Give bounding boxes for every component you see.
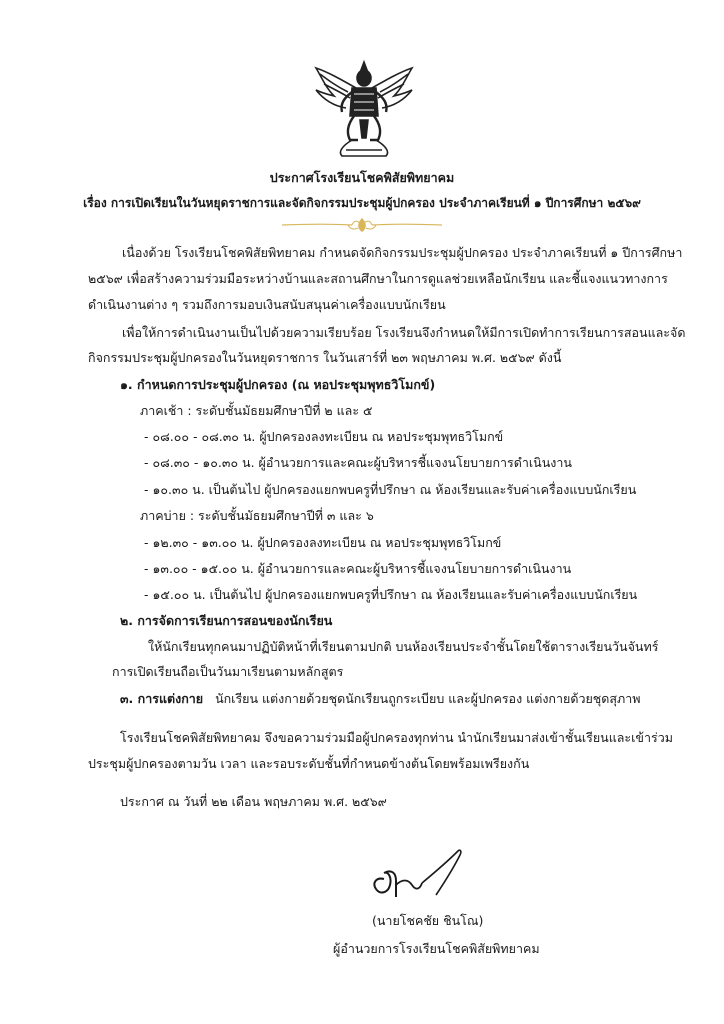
closing-line-1: โรงเรียนโชคพิสัยพิทยาคม จึงขอความร่วมมือผู้ปกครองทุกท่าน นำนักเรียนมาส่งเข้าชั้นเรียนและเข้าร่วม — [120, 730, 673, 745]
morning-item: - ๐๘.๐๐ - ๐๘.๓๐ น. ผู้ปกครองลงทะเบียน ณ หอประชุมพุทธวิโมกข์ — [144, 429, 504, 444]
section3-text: นักเรียน แต่งกายด้วยชุดนักเรียนถูกระเบียบ และผู้ปกครอง แต่งกายด้วยชุดสุภาพ — [215, 691, 641, 706]
closing-line-2: ประชุมผู้ปกครองตามวัน เวลา และรอบระดับชั้นที่กำหนดข้างต้นโดยพร้อมเพรียงกัน — [88, 756, 530, 771]
announcement-subject: เรื่อง การเปิดเรียนในวันหยุดราชการและจัดกิจกรรมประชุมผู้ปกครอง ประจำภาคเรียนที่ ๑ ปีการศึกษา ๒๕๖๙ — [83, 196, 641, 210]
handwritten-signature-icon — [362, 843, 472, 903]
afternoon-label: ภาคบ่าย : ระดับชั้นมัธยมศึกษาปีที่ ๓ และ ๖ — [140, 508, 374, 523]
section2-heading: ๒. การจัดการเรียนการสอนของนักเรียน — [120, 613, 333, 628]
afternoon-item: - ๑๓.๐๐ - ๑๕.๐๐ น. ผู้อำนวยการและคณะผู้บริหารชี้แจงนโยบายการดำเนินงาน — [144, 561, 572, 576]
section2-line-2: การเปิดเรียนถือเป็นวันมาเรียนตามหลักสูตร — [112, 664, 344, 679]
announce-date: ประกาศ ณ วันที่ ๒๒ เดือน พฤษภาคม พ.ศ. ๒๕๖๙ — [120, 794, 387, 809]
divider-ornament-icon — [278, 216, 446, 234]
section3-row — [120, 690, 641, 708]
intro-line-1: เนื่องด้วย โรงเรียนโชคพิสัยพิทยาคม กำหนดจัดกิจกรรมประชุมผู้ปกครอง ประจำภาคเรียนที่ ๑ ปีการศึกษา — [122, 245, 683, 260]
afternoon-item: - ๑๒.๓๐ - ๑๓.๐๐ น. ผู้ปกครองลงทะเบียน ณ หอประชุมพุทธวิโมกข์ — [144, 535, 502, 550]
morning-item: - ๐๘.๓๐ - ๑๐.๓๐ น. ผู้อำนวยการและคณะผู้บริหารชี้แจงนโยบายการดำเนินงาน — [144, 455, 572, 470]
section2-line-1: ให้นักเรียนทุกคนมาปฏิบัติหน้าที่เรียนตามปกติ บนห้องเรียนประจำชั้นโดยใช้ตารางเรียนวันจันทร์ — [148, 639, 659, 654]
section3-heading: ๓. การแต่งกาย — [120, 691, 204, 706]
purpose-line-2: กิจกรรมประชุมผู้ปกครองในวันหยุดราชการ ในวันเสาร์ที่ ๒๓ พฤษภาคม พ.ศ. ๒๕๖๙ ดังนี้ — [88, 350, 562, 365]
intro-line-2: ๒๕๖๙ เพื่อสร้างความร่วมมือระหว่างบ้านและสถานศึกษาในการดูแลช่วยเหลือนักเรียน และชี้แจงแนวทางการ — [88, 271, 668, 286]
morning-label: ภาคเช้า : ระดับชั้นมัธยมศึกษาปีที่ ๒ และ ๕ — [140, 403, 373, 418]
intro-line-3: ดำเนินงานต่าง ๆ รวมถึงการมอบเงินสนับสนุนค่าเครื่องแบบนักเรียน — [88, 297, 446, 312]
afternoon-item: - ๑๕.๐๐ น. เป็นต้นไป ผู้ปกครองแยกพบครูที่ปรึกษา ณ ห้องเรียนและรับค่าเครื่องแบบนักเรียน — [144, 587, 638, 602]
announcement-title: ประกาศโรงเรียนโชคพิสัยพิทยาคม — [269, 170, 455, 185]
signer-name: (นายโชคชัย ชินโณ) — [372, 913, 484, 928]
purpose-line-1: เพื่อให้การดำเนินงานเป็นไปด้วยความเรียบร้อย โรงเรียนจึงกำหนดให้มีการเปิดทำการเรียนการสอนและจัด — [122, 325, 686, 340]
section1-heading: ๑. กำหนดการประชุมผู้ปกครอง (ณ หอประชุมพุทธวิโมกข์) — [120, 377, 436, 392]
morning-item: - ๑๐.๓๐ น. เป็นต้นไป ผู้ปกครองแยกพบครูที่ปรึกษา ณ ห้องเรียนและรับค่าเครื่องแบบนักเรียน — [144, 482, 637, 497]
signer-position: ผู้อำนวยการโรงเรียนโชคพิสัยพิทยาคม — [333, 941, 540, 956]
garuda-emblem-icon — [312, 58, 416, 160]
